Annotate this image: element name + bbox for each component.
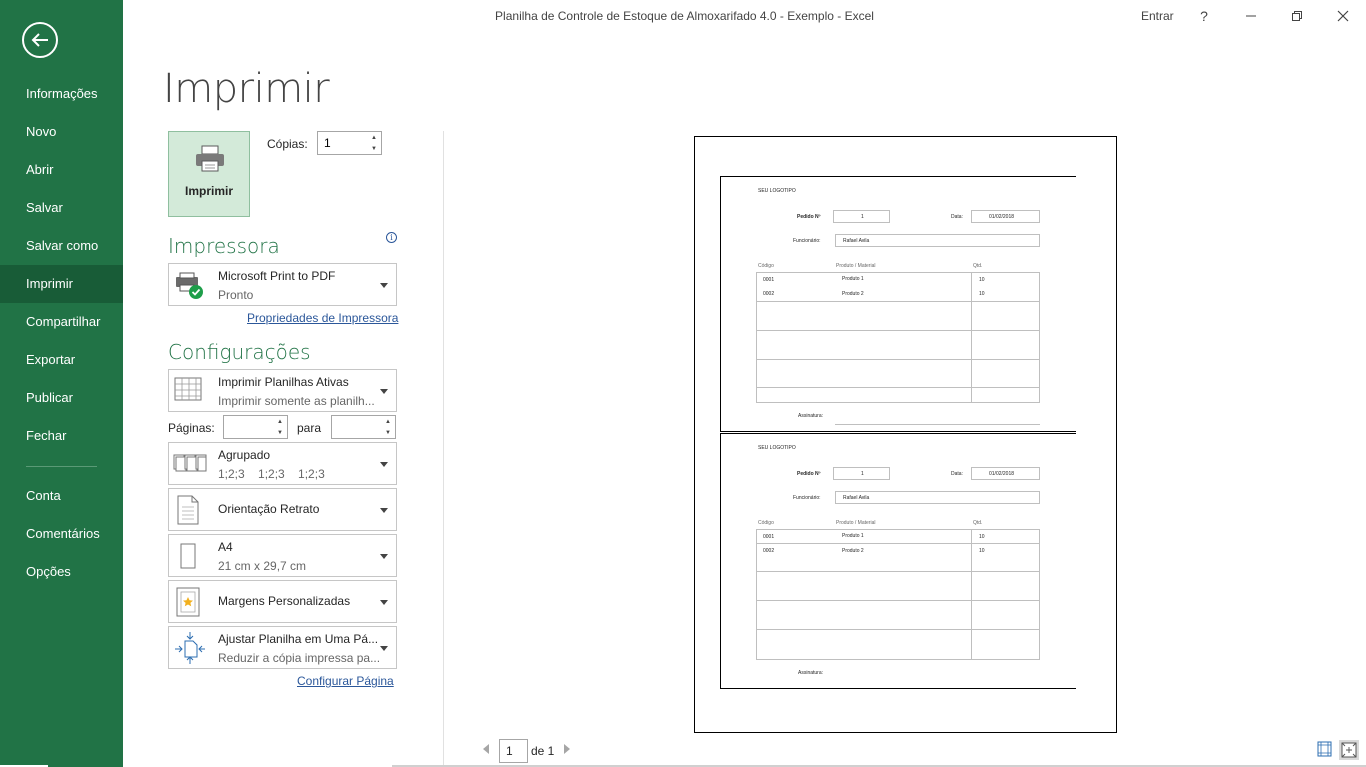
sheet-employee-value: Rafael Avila bbox=[843, 238, 870, 244]
sheet-row-product: Produto 2 bbox=[842, 291, 864, 297]
portrait-page-icon bbox=[173, 493, 207, 527]
next-page-icon[interactable] bbox=[564, 744, 570, 754]
nav-opcoes[interactable]: Opções bbox=[26, 564, 71, 579]
printer-properties-link[interactable]: Propriedades de Impressora bbox=[247, 311, 399, 325]
sheet-signature-label: Assinatura: bbox=[798, 413, 824, 419]
sheet-row-code: 0002 bbox=[763, 291, 775, 297]
print-what-subtitle: Imprimir somente as planilh... bbox=[218, 394, 375, 408]
margins-dropdown[interactable] bbox=[168, 580, 397, 623]
pages-to-input[interactable] bbox=[332, 416, 380, 438]
copies-spin-arrows[interactable]: ▲ ▼ bbox=[371, 134, 377, 152]
chevron-down-icon bbox=[380, 462, 388, 467]
sheet-col-qty: Qtd. bbox=[973, 520, 983, 526]
preview-sheet-copy bbox=[720, 176, 1076, 432]
pages-from-stepper[interactable] bbox=[223, 415, 288, 439]
pages-from-input[interactable] bbox=[224, 416, 272, 438]
paper-size-subtitle: 21 cm x 29,7 cm bbox=[218, 559, 307, 573]
nav-salvar[interactable]: Salvar bbox=[26, 200, 63, 215]
chevron-down-icon bbox=[380, 283, 388, 288]
sheet-order-label: Pedido Nº bbox=[797, 214, 821, 220]
sheet-row-product: Produto 2 bbox=[842, 548, 864, 554]
printer-dropdown[interactable] bbox=[168, 263, 397, 306]
fit-to-page-icon bbox=[173, 631, 207, 665]
previous-page-icon[interactable] bbox=[483, 744, 489, 754]
pages-label: Páginas: bbox=[168, 421, 215, 435]
printer-name: Microsoft Print to PDF bbox=[218, 269, 336, 283]
back-arrow-icon[interactable] bbox=[22, 22, 58, 58]
help-button[interactable]: ? bbox=[1200, 8, 1208, 24]
sheet-order-box bbox=[833, 210, 890, 223]
printer-icon bbox=[193, 144, 227, 174]
sheet-logo-text: SEU LOGOTIPO bbox=[758, 188, 796, 194]
sheet-row-qty: 10 bbox=[979, 277, 985, 283]
sheet-col-product: Produto / Material bbox=[836, 520, 876, 526]
sheet-date-value: 01/02/2018 bbox=[989, 214, 1015, 220]
printer-status: Pronto bbox=[218, 288, 254, 302]
sheet-employee-label: Funcionário: bbox=[793, 495, 821, 501]
nav-separator bbox=[26, 466, 97, 467]
preview-sheet-copy bbox=[720, 433, 1076, 689]
sheet-signature-line bbox=[835, 424, 1040, 425]
printer-section-title: Impressora bbox=[168, 234, 280, 258]
current-page-input[interactable]: 1 bbox=[499, 739, 528, 763]
nav-abrir[interactable]: Abrir bbox=[26, 162, 54, 177]
sheet-date-label: Data: bbox=[951, 471, 963, 477]
nav-conta[interactable]: Conta bbox=[26, 488, 61, 503]
page-setup-link[interactable]: Configurar Página bbox=[297, 674, 394, 688]
sheet-col-code: Código bbox=[758, 520, 774, 526]
print-button[interactable] bbox=[168, 131, 250, 217]
chevron-down-icon bbox=[380, 389, 388, 394]
sheet-order-label: Pedido Nº bbox=[797, 471, 821, 477]
copies-input[interactable] bbox=[318, 132, 366, 154]
sheet-date-value: 01/02/2018 bbox=[989, 471, 1015, 477]
sheet-row-code: 0001 bbox=[763, 277, 775, 283]
close-icon[interactable] bbox=[1320, 0, 1366, 32]
collation-title: Agrupado bbox=[218, 448, 271, 462]
sheet-items-grid bbox=[756, 529, 1040, 660]
nav-novo[interactable]: Novo bbox=[26, 124, 57, 139]
settings-section-title: Configurações bbox=[168, 340, 311, 364]
scaling-dropdown[interactable] bbox=[168, 626, 397, 669]
page-count-label: de 1 bbox=[531, 744, 555, 758]
sheet-grid-icon bbox=[173, 374, 207, 408]
orientation-dropdown[interactable] bbox=[168, 488, 397, 531]
panel-divider bbox=[443, 131, 444, 767]
scaling-subtitle: Reduzir a cópia impressa pa... bbox=[218, 651, 381, 665]
printer-ready-icon bbox=[173, 268, 207, 302]
sheet-date-box bbox=[971, 467, 1040, 480]
sheet-order-value: 1 bbox=[861, 214, 864, 220]
nav-informacoes[interactable]: Informações bbox=[26, 86, 98, 101]
scaling-title: Ajustar Planilha em Uma Pá... bbox=[218, 632, 379, 646]
sheet-employee-label: Funcionário: bbox=[793, 238, 821, 244]
sheet-col-code: Código bbox=[758, 263, 774, 269]
pages-to-spin-arrows[interactable]: ▲ ▼ bbox=[385, 418, 391, 436]
chevron-down-icon bbox=[380, 508, 388, 513]
sheet-signature-label: Assinatura: bbox=[798, 670, 824, 676]
paper-sheet-icon bbox=[173, 539, 207, 573]
nav-exportar[interactable]: Exportar bbox=[26, 352, 76, 367]
nav-imprimir[interactable]: Imprimir bbox=[0, 265, 123, 303]
sign-in-link[interactable]: Entrar bbox=[1141, 9, 1174, 23]
print-preview-page bbox=[694, 136, 1117, 733]
nav-compartilhar[interactable]: Compartilhar bbox=[26, 314, 101, 329]
sheet-employee-box bbox=[835, 234, 1040, 247]
custom-margins-icon bbox=[173, 585, 207, 619]
sheet-order-box bbox=[833, 467, 890, 480]
pages-to-stepper[interactable] bbox=[331, 415, 396, 439]
sheet-employee-value: Rafael Avila bbox=[843, 495, 870, 501]
info-icon[interactable]: i bbox=[386, 232, 397, 243]
sheet-row-qty: 10 bbox=[979, 548, 985, 554]
pages-from-spin-arrows[interactable]: ▲ ▼ bbox=[277, 418, 283, 436]
paper-size-title: A4 bbox=[218, 540, 233, 554]
sheet-row-product: Produto 1 bbox=[842, 533, 864, 539]
sheet-col-product: Produto / Material bbox=[836, 263, 876, 269]
sheet-row-product: Produto 1 bbox=[842, 276, 864, 282]
orientation-title: Orientação Retrato bbox=[218, 502, 320, 516]
sheet-date-box bbox=[971, 210, 1040, 223]
sheet-row-qty: 10 bbox=[979, 291, 985, 297]
nav-salvar-como[interactable]: Salvar como bbox=[26, 238, 99, 253]
title-bar bbox=[123, 0, 1366, 32]
nav-comentarios[interactable]: Comentários bbox=[26, 526, 100, 541]
print-what-dropdown[interactable] bbox=[168, 369, 397, 412]
sheet-row-qty: 10 bbox=[979, 534, 985, 540]
restore-icon[interactable] bbox=[1274, 0, 1320, 32]
chevron-down-icon bbox=[380, 554, 388, 559]
chevron-down-icon bbox=[380, 600, 388, 605]
minimize-icon[interactable] bbox=[1228, 0, 1274, 32]
sheet-row-code: 0001 bbox=[763, 534, 775, 540]
show-margins-icon[interactable] bbox=[1316, 740, 1336, 760]
collated-pages-icon bbox=[173, 447, 207, 481]
page-title: Imprimir bbox=[163, 66, 330, 112]
sheet-employee-box bbox=[835, 491, 1040, 504]
zoom-to-page-icon[interactable] bbox=[1339, 740, 1359, 760]
sheet-date-label: Data: bbox=[951, 214, 963, 220]
copies-stepper[interactable] bbox=[317, 131, 382, 155]
sheet-logo-text: SEU LOGOTIPO bbox=[758, 445, 796, 451]
chevron-down-icon bbox=[380, 646, 388, 651]
print-button-label: Imprimir bbox=[184, 184, 233, 198]
nav-fechar[interactable]: Fechar bbox=[26, 428, 67, 443]
print-what-title: Imprimir Planilhas Ativas bbox=[218, 375, 349, 389]
collation-subtitle: 1;2;3 1;2;3 1;2;3 bbox=[218, 467, 325, 481]
nav-publicar[interactable]: Publicar bbox=[26, 390, 73, 405]
collation-dropdown[interactable] bbox=[168, 442, 397, 485]
window-title: Planilha de Controle de Estoque de Almoxarifado 4.0 - Exemplo - Excel bbox=[495, 9, 874, 23]
sheet-items-grid bbox=[756, 272, 1040, 403]
sheet-row-code: 0002 bbox=[763, 548, 775, 554]
margins-title: Margens Personalizadas bbox=[218, 594, 351, 608]
paper-size-dropdown[interactable] bbox=[168, 534, 397, 577]
pages-to-label: para bbox=[297, 421, 322, 435]
sheet-order-value: 1 bbox=[861, 471, 864, 477]
sheet-col-qty: Qtd. bbox=[973, 263, 983, 269]
copies-label: Cópias: bbox=[267, 137, 308, 151]
backstage-sidebar bbox=[0, 0, 123, 767]
